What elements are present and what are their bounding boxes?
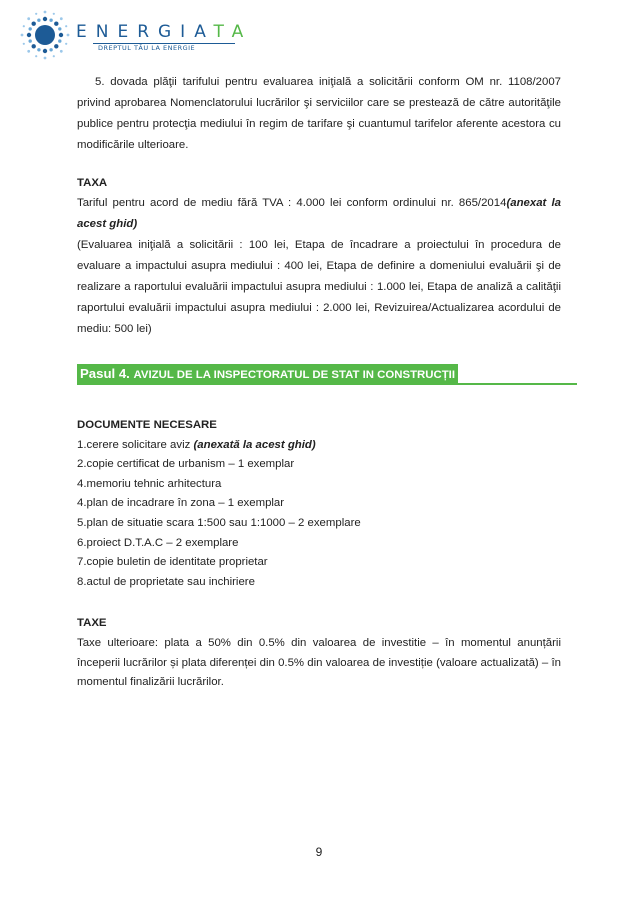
- document-item: 2.copie certificat de urbanism – 1 exemplar: [77, 458, 295, 471]
- taxa-fee-text: Tariful pentru acord de mediu fără TVA : 4.000 lei conform ordinului nr. 865/2014: [77, 197, 507, 209]
- taxe-heading: TAXE: [77, 617, 107, 630]
- taxa-fee-annex: (anexat la acest ghid): [77, 197, 561, 230]
- document-item-1-annex: (anexată la acest ghid): [193, 438, 316, 451]
- document-item: 6.proiect D.T.A.C – 2 exemplare: [77, 536, 239, 549]
- page-content: [77, 72, 561, 693]
- brand-accent: TA: [213, 22, 253, 42]
- brand-main: ENERGIA: [76, 22, 214, 42]
- document-item: 4.plan de incadrare în zona – 1 exemplar: [77, 497, 285, 510]
- energiata-logo: [18, 8, 258, 60]
- document-item: 7.copie buletin de identitate proprietar: [77, 556, 268, 569]
- document-item-1-text: 1.cerere solicitare aviz: [77, 438, 194, 451]
- brand-name: [76, 22, 252, 42]
- step-4-title: AVIZUL DE LA INSPECTORATUL DE STAT IN CONSTRUCȚII: [133, 369, 455, 381]
- step-4-header: [77, 364, 561, 384]
- document-item: 8.actul de proprietate sau inchiriere: [77, 575, 255, 588]
- page-number: 9: [315, 845, 323, 859]
- sun-logo-icon: [18, 8, 72, 62]
- taxa-heading: TAXA: [77, 177, 108, 189]
- step-4-bar: [77, 364, 458, 384]
- taxe-text: Taxe ulterioare: plata a 50% din 0.5% din valoarea de investitie – în momentul anunțării începerii lucrărilor și plata diferenței din 0.5% din valoarea de investiție (valoare actualizată) – în momentul finalizării lucrărilor.: [77, 636, 561, 689]
- document-item: 5.plan de situatie scara 1:500 sau 1:1000 – 2 exemplare: [77, 516, 361, 529]
- documents-heading: DOCUMENTE NECESARE: [77, 419, 217, 431]
- brand-tagline: DREPTUL TĂU LA ENERGIE: [98, 44, 196, 52]
- taxa-fee: [77, 193, 561, 235]
- taxa-breakdown: (Evaluarea iniţială a solicitării : 100 lei, Etapa de încadrare a proiectului în procedura de evaluare a impactului asupra mediului : 400 lei, Etapa de definire a domeniului evaluării şi de realizare a raportului evaluării impactului asupra mediului : 1.000 lei, Etapa de analiză a calităţii raportului evaluării impactului asupra mediului : 2.000 lei, Revizuirea/Actualizarea acordului de mediu: 500 lei): [77, 239, 561, 335]
- requirement-item-5: 5. dovada plăţii tarifului pentru evaluarea iniţială a solicitării conform OM nr. 1108/2007 privind aprobarea Nomenclatorului lucrărilor şi serviciilor care se prestează de către autorităţile publice pentru protecţia mediului în regim de tarifare şi cuantumul tarifelor aferente acestora cu modificările ulterioare.: [77, 76, 561, 151]
- document-item: 4.memoriu tehnic arhitectura: [77, 477, 222, 490]
- step-4-prefix: Pasul 4.: [80, 366, 134, 381]
- document-item-1: [77, 436, 561, 456]
